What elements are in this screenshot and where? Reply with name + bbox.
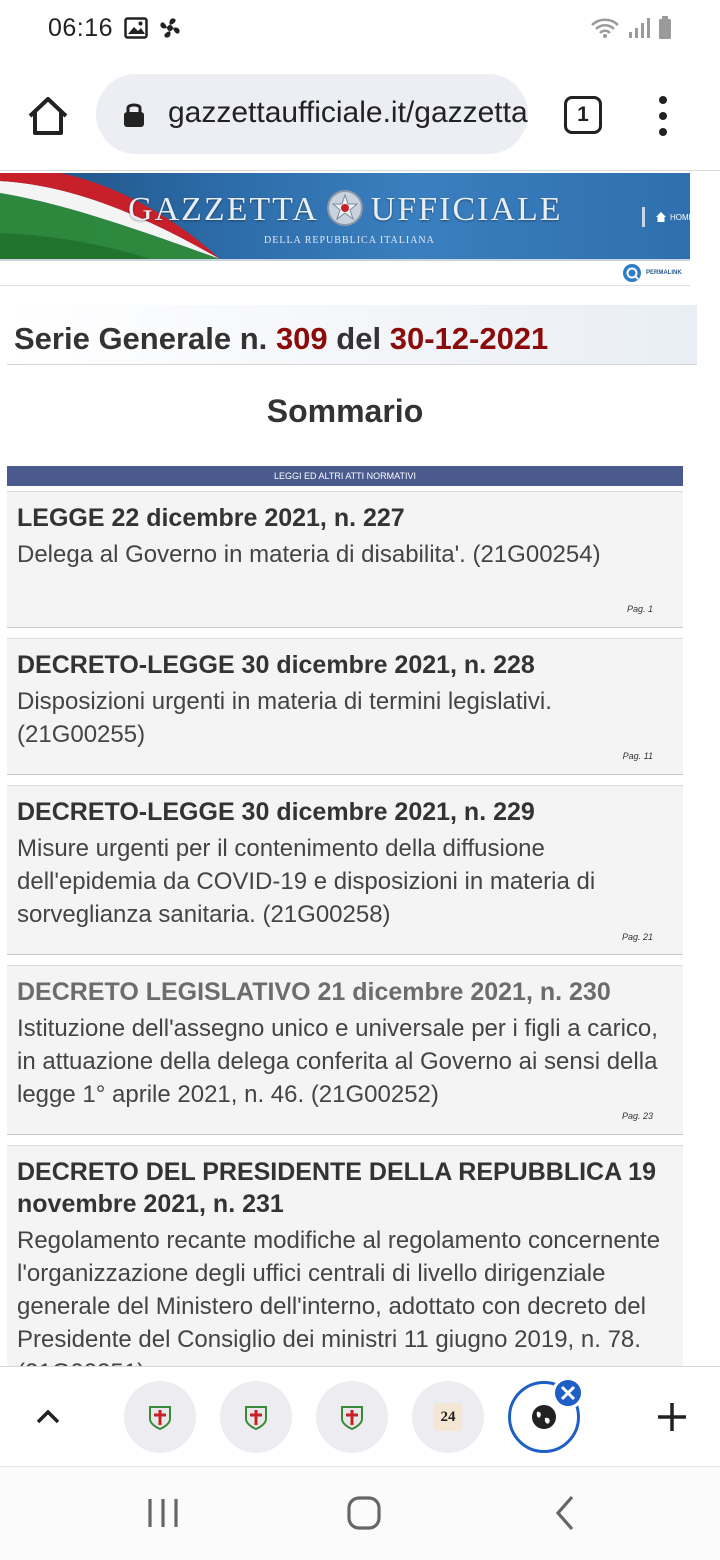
tab-thumbnail[interactable] xyxy=(412,1381,484,1453)
browser-toolbar xyxy=(0,60,720,170)
globe-icon xyxy=(530,1403,558,1431)
gazzetta-title xyxy=(128,191,563,229)
gazzetta-banner[interactable] xyxy=(0,173,694,259)
entry-description[interactable]: Istituzione dell'assegno unico e universale per i figli a carico, in attuazione della delega conferita al Governo ai sensi della legge 1° aprile 2021, n. 46. (21G00252) xyxy=(17,1015,658,1108)
entry-page: Pag. 21 xyxy=(621,932,653,942)
list-item[interactable] xyxy=(7,491,683,628)
title-left: GAZZETTA xyxy=(128,191,319,228)
more-menu-icon[interactable] xyxy=(650,94,676,138)
tab-thumbnail[interactable] xyxy=(124,1381,196,1453)
nav-home-icon[interactable] xyxy=(346,1495,382,1531)
list-item[interactable] xyxy=(7,965,683,1135)
banner-divider xyxy=(0,259,690,261)
serie-number: 309 xyxy=(275,321,328,356)
entry-title[interactable]: DECRETO-LEGGE 30 dicembre 2021, n. 228 xyxy=(17,651,535,679)
entry-page: Pag. 1 xyxy=(626,604,653,614)
entry-page: Pag. 23 xyxy=(621,1111,653,1121)
lock-icon[interactable] xyxy=(122,100,146,128)
status-bar xyxy=(0,0,720,60)
entry-title[interactable]: LEGGE 22 dicembre 2021, n. 227 xyxy=(17,504,405,532)
serie-prefix: Serie Generale n. xyxy=(14,321,268,356)
home-small-icon xyxy=(642,207,652,227)
entry-title[interactable]: DECRETO DEL PRESIDENTE DELLA REPUBBLICA 19 novembre 2021, n. 231 xyxy=(17,1158,656,1218)
serie-del: del xyxy=(336,321,382,356)
tab-thumbnail[interactable] xyxy=(220,1381,292,1453)
fan-icon xyxy=(158,16,182,40)
permalink-link[interactable] xyxy=(622,261,682,285)
back-icon[interactable] xyxy=(552,1493,578,1533)
url-bar[interactable] xyxy=(96,74,528,154)
serie-date: 30-12-2021 xyxy=(389,321,549,356)
list-item[interactable] xyxy=(7,785,683,955)
plus-icon[interactable] xyxy=(652,1397,692,1437)
banner-home-link[interactable] xyxy=(642,207,694,227)
entry-page: Pag. 11 xyxy=(622,751,653,761)
wifi-icon xyxy=(590,17,620,39)
permalink-label[interactable]: PERMALINK xyxy=(646,270,682,276)
tabs-count-button[interactable]: 1 xyxy=(564,96,602,134)
system-icons xyxy=(590,16,672,40)
coat-of-arms-icon xyxy=(242,1403,270,1431)
recent-apps-icon[interactable] xyxy=(146,1495,180,1531)
serie-title xyxy=(14,321,548,357)
tab-thumbnail[interactable] xyxy=(316,1381,388,1453)
serie-header xyxy=(7,305,697,365)
coat-of-arms-icon xyxy=(338,1403,366,1431)
battery-icon xyxy=(658,16,672,40)
system-nav-bar xyxy=(0,1466,720,1560)
list-item[interactable] xyxy=(7,638,683,775)
status-time: 06:16 xyxy=(48,14,114,42)
notification-icons xyxy=(124,16,182,40)
divider xyxy=(0,285,690,286)
entry-title[interactable]: DECRETO LEGISLATIVO 21 dicembre 2021, n. 230 xyxy=(17,978,611,1006)
sommario-heading: Sommario xyxy=(266,393,424,429)
chevron-up-icon[interactable] xyxy=(30,1399,66,1435)
close-tab-button[interactable] xyxy=(552,1377,584,1409)
signal-icon xyxy=(628,17,650,39)
home-link-label[interactable]: HOME xyxy=(670,212,694,222)
gazzetta-subtitle: DELLA REPUBBLICA ITALIANA xyxy=(264,235,435,246)
republic-emblem-icon xyxy=(325,188,365,228)
entry-description[interactable]: Delega al Governo in materia di disabilita'. (21G00254) xyxy=(17,541,601,568)
web-page xyxy=(0,170,720,1366)
entry-description[interactable]: Misure urgenti per il contenimento della diffusione dell'epidemia da COVID-19 e disposizioni in materia di sorveglianza sanitaria. (21G00258) xyxy=(17,835,596,928)
title-right: UFFICIALE xyxy=(370,191,563,228)
entry-description[interactable]: Regolamento recante modifiche al regolamento concernente l'organizzazione degli uffici centrali di livello dirigenziale generale del Ministero dell'interno, adottato con decreto del Presidente del Consiglio dei ministri 11 giugno 2019, n. 78. xyxy=(17,1227,661,1353)
gallery-icon xyxy=(124,17,148,39)
coat-of-arms-icon xyxy=(146,1403,174,1431)
news24-icon: 24 xyxy=(434,1403,462,1431)
url-text[interactable]: gazzettaufficiale.it/gazzetta xyxy=(168,96,528,129)
section-header: LEGGI ED ALTRI ATTI NORMATIVI xyxy=(7,466,683,486)
home-glyph-icon xyxy=(655,211,667,223)
entry-description[interactable]: Disposizioni urgenti in materia di termini legislativi. (21G00255) xyxy=(17,688,552,748)
entry-title[interactable]: DECRETO-LEGGE 30 dicembre 2021, n. 229 xyxy=(17,798,535,826)
permalink-icon xyxy=(622,263,642,283)
tab-strip xyxy=(0,1366,720,1466)
home-icon[interactable] xyxy=(26,94,70,138)
close-icon xyxy=(555,1380,581,1406)
